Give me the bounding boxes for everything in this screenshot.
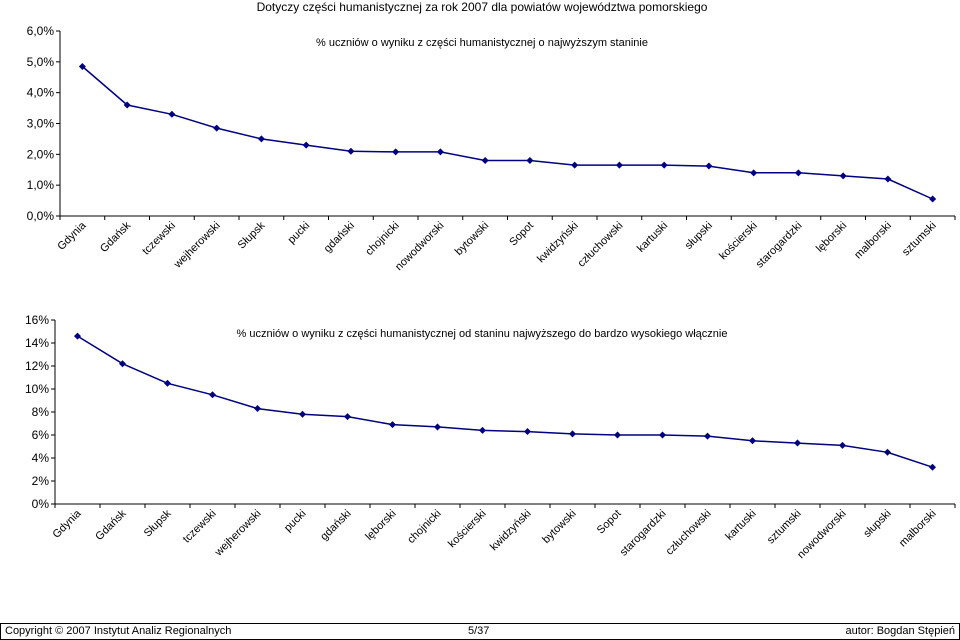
x-tick-label: lęborski (813, 219, 850, 255)
data-point (434, 423, 441, 430)
y-tick-label: 10% (24, 382, 49, 396)
y-tick-label: 0% (31, 497, 49, 511)
data-point (704, 433, 711, 440)
x-tick-label: gdański (321, 219, 358, 255)
x-tick-label: sztumski (900, 219, 939, 259)
data-point (794, 440, 801, 447)
data-point (884, 449, 891, 456)
x-tick-label: pucki (285, 219, 313, 247)
data-point (616, 162, 623, 169)
chart-top (27, 24, 955, 273)
x-tick-label: Gdynia (55, 219, 89, 253)
chart-bottom-title: % uczniów o wyniku z części humanistycznej od staninu najwyższego do bardzo wysokiego włącznie (236, 328, 728, 340)
x-tick-label: człuchowski (663, 507, 714, 558)
y-tick-label: 5,0% (26, 54, 54, 69)
x-tick-label: sztumski (764, 507, 804, 547)
x-tick-label: nowodworski (795, 507, 849, 562)
y-tick-label: 3,0% (26, 116, 54, 131)
x-tick-label: Słupsk (235, 219, 268, 252)
data-point (482, 157, 489, 164)
x-tick-label: starogardzki (753, 219, 805, 271)
footer-page-number: 5/37 (468, 625, 490, 637)
x-tick-label: tczewski (180, 507, 219, 546)
data-point (661, 162, 668, 169)
x-tick-label: nowodworski (393, 219, 447, 274)
x-tick-label: Gdańsk (97, 219, 134, 255)
data-point (524, 428, 531, 435)
data-point (571, 162, 578, 169)
data-point (209, 391, 216, 398)
data-point (437, 148, 444, 155)
x-tick-label: starogardzki (617, 507, 669, 559)
x-tick-label: kościerski (445, 507, 489, 551)
data-point (258, 135, 265, 142)
data-point (74, 333, 81, 340)
x-tick-label: gdański (318, 507, 354, 543)
y-tick-label: 14% (24, 336, 49, 350)
x-tick-label: chojnicki (363, 219, 402, 258)
y-tick-label: 8% (31, 405, 49, 419)
x-tick-label: tczewski (140, 219, 179, 258)
x-tick-label: wejherowski (212, 507, 264, 559)
x-tick-label: słupski (861, 507, 894, 540)
y-tick-label: 4% (31, 451, 49, 465)
y-tick-label: 2,0% (26, 147, 54, 162)
data-point (569, 430, 576, 437)
x-tick-label: pucki (281, 507, 309, 535)
x-tick-label: Sopot (507, 219, 537, 249)
data-point (213, 125, 220, 132)
data-point (254, 405, 261, 412)
data-point (344, 413, 351, 420)
footer-bar (0, 623, 960, 640)
x-tick-label: kwidzyński (535, 219, 581, 266)
x-tick-label: bytowski (540, 507, 579, 546)
data-point (164, 380, 171, 387)
data-point (347, 148, 354, 155)
series-line (78, 336, 933, 467)
x-tick-label: lęborski (363, 507, 399, 543)
data-point (795, 169, 802, 176)
data-point (614, 432, 621, 439)
y-tick-label: 1,0% (26, 178, 54, 193)
data-point (659, 432, 666, 439)
data-point (929, 464, 936, 471)
data-point (389, 421, 396, 428)
x-tick-label: Sopot (594, 507, 624, 537)
x-tick-label: malborski (896, 507, 939, 550)
y-tick-label: 16% (24, 313, 49, 327)
x-tick-label: bytowski (452, 219, 492, 258)
data-point (705, 163, 712, 170)
data-point (526, 157, 533, 164)
x-tick-label: człuchowski (575, 219, 626, 270)
data-point (929, 196, 936, 203)
x-tick-label: kwidzyński (487, 507, 534, 554)
data-point (839, 442, 846, 449)
footer-copyright: Copyright © 2007 Instytut Analiz Regionalnych (5, 625, 232, 637)
data-point (884, 176, 891, 183)
y-tick-label: 4,0% (26, 85, 54, 100)
y-tick-label: 6,0% (26, 24, 54, 38)
data-point (119, 360, 126, 367)
data-point (392, 148, 399, 155)
x-tick-label: słupski (682, 219, 716, 252)
data-point (299, 411, 306, 418)
page-title: Dotyczy części humanistycznej za rok 2007 dla powiatów województwa pomorskiego (256, 0, 708, 14)
chart-top-title: % uczniów o wyniku z części humanistycznej o najwyższym staninie (316, 37, 648, 49)
y-tick-label: 2% (31, 474, 49, 488)
x-tick-label: kartuski (723, 507, 759, 543)
x-tick-label: Gdańsk (93, 507, 129, 543)
footer-author: autor: Bogdan Stępień (845, 625, 955, 637)
data-point (479, 427, 486, 434)
x-tick-label: chojnicki (405, 507, 444, 546)
x-tick-label: kartuski (634, 219, 671, 255)
series-line (82, 67, 932, 200)
chart-bottom (25, 313, 955, 561)
data-point (303, 142, 310, 149)
x-tick-label: Słupsk (141, 507, 174, 540)
data-point (750, 169, 757, 176)
y-tick-label: 0,0% (26, 209, 54, 223)
y-tick-label: 6% (31, 428, 49, 442)
data-point (749, 437, 756, 444)
x-tick-label: Gdynia (50, 507, 84, 541)
data-point (840, 172, 847, 179)
y-tick-label: 12% (24, 359, 49, 373)
data-point (168, 111, 175, 118)
x-tick-label: wejherowski (171, 219, 223, 271)
x-tick-label: malborski (852, 219, 895, 262)
x-tick-label: kościerski (717, 219, 760, 263)
